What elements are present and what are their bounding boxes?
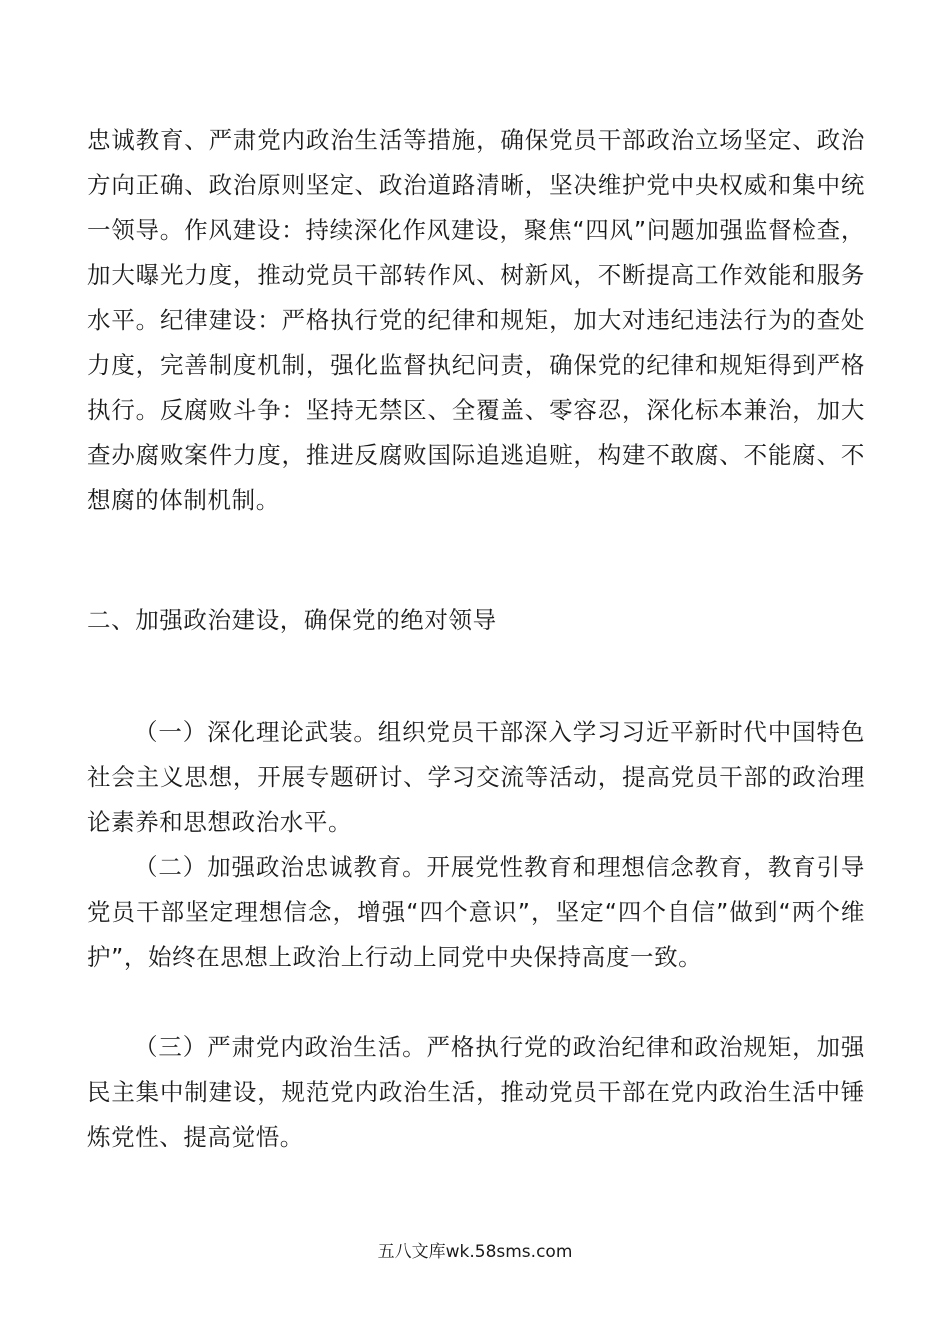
footer-watermark: 五八文库wk.58sms.com (377, 1242, 573, 1262)
paragraph-continued: 忠诚教育、严肃党内政治生活等措施，确保党员干部政治立场坚定、政治方向正确、政治原则坚定、政治道路清晰，坚决维护党中央权威和集中统一领导。作风建设：持续深化作风建设，聚焦“四风”问题加强监督检查，加大曝光力度，推动党员干部转作风、树新风，不断提高工作效能和服务水平。纪律建设：严格执行党的纪律和规矩，加大对违纪违法行为的查处力度，完善制度机制，强化监督执纪问责，确保党的纪律和规矩得到严格执行。反腐败斗争：坚持无禁区、全覆盖、零容忍，深化标本兼治，加大查办腐败案件力度，推进反腐败国际追逃追赃，构建不敢腐、不能腐、不想腐的体制机制。 (87, 126, 865, 514)
list-item-3: （三）严肃党内政治生活。严格执行党的政治纪律和政治规矩，加强民主集中制建设，规范党内政治生活，推动党员干部在党内政治生活中锤炼党性、提高觉悟。 (87, 1033, 865, 1151)
list-item-2: （二）加强政治忠诚教育。开展党性教育和理想信念教育，教育引导党员干部坚定理想信念，增强“四个意识”，坚定“四个自信”做到“两个维护”，始终在思想上政治上行动上同党中央保持高度一致。 (87, 853, 865, 971)
list-item-1: （一）深化理论武装。组织党员干部深入学习习近平新时代中国特色社会主义思想，开展专题研讨、学习交流等活动，提高党员干部的政治理论素养和思想政治水平。 (87, 718, 865, 836)
section-heading: 二、加强政治建设，确保党的绝对领导 (87, 606, 497, 634)
